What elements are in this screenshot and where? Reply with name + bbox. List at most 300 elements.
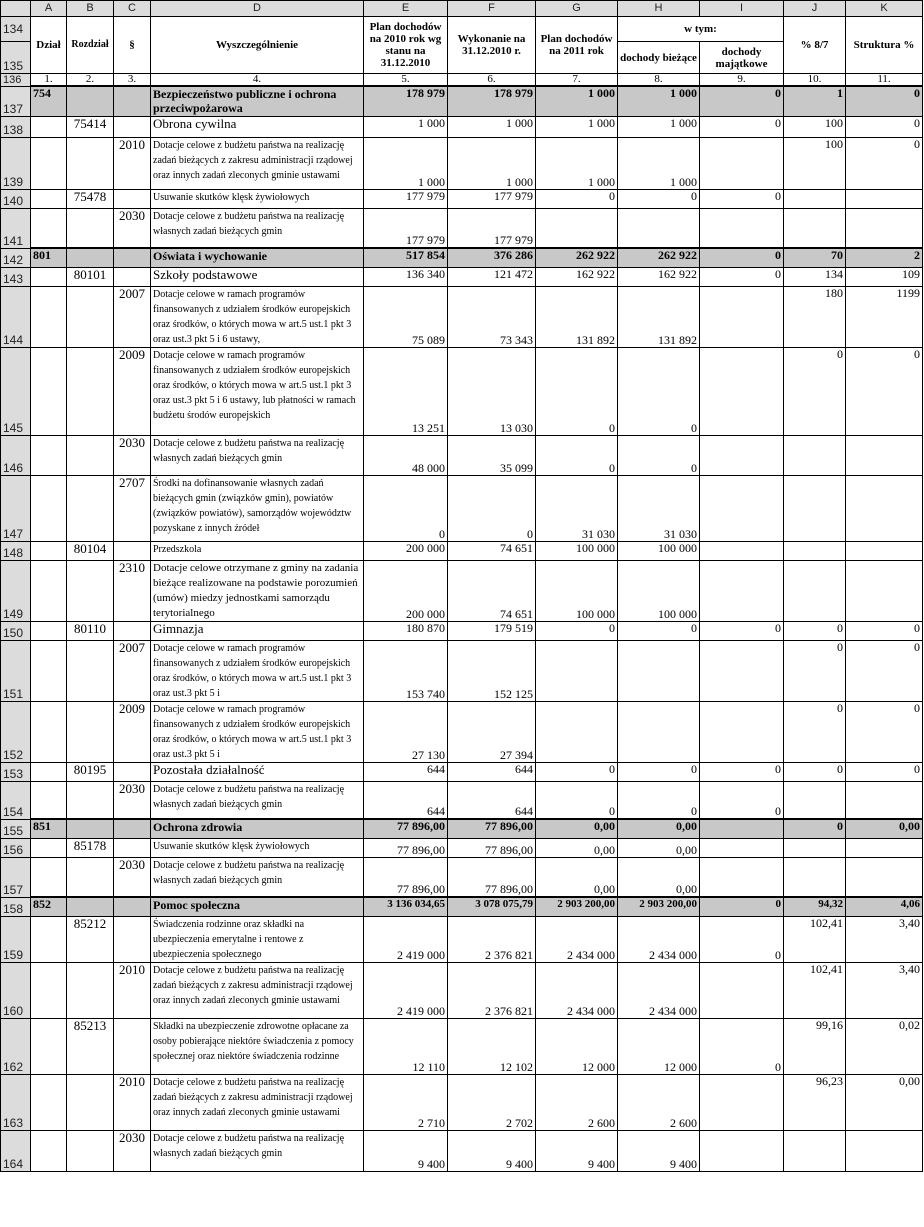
cell-dzial [31, 347, 67, 435]
cell-wyszczegolnienie: Dotacje celowe w ramach programów finansowanych z udziałem środków europejskich oraz środków, o których mowa w art.5 ust.1 pkt 3 oraz ust.3 pkt 5 i [151, 640, 364, 701]
cell-i [700, 435, 784, 475]
cell-h: 0,00 [618, 857, 700, 897]
cell-g: 0,00 [536, 819, 618, 838]
row-number[interactable]: 137 [1, 86, 31, 116]
row-number[interactable]: 147 [1, 475, 31, 541]
cell-j [784, 781, 846, 819]
cell-rozdzial: 75478 [67, 189, 114, 208]
cell-k: 0,02 [846, 1018, 923, 1074]
table-row [1, 1074, 923, 1130]
cell-dzial [31, 1018, 67, 1074]
table-row [1, 208, 923, 248]
cell-h: 0 [618, 781, 700, 819]
cell-wyszczegolnienie: Szkoły podstawowe [151, 267, 364, 286]
cell-g: 31 030 [536, 475, 618, 541]
cell-i: 0 [700, 189, 784, 208]
cell-f: 2 376 821 [448, 916, 536, 962]
cell-paragraf: 2030 [114, 781, 151, 819]
cell-dzial [31, 137, 67, 189]
cell-dzial [31, 962, 67, 1018]
table-row [1, 916, 923, 962]
cell-h: 2 434 000 [618, 962, 700, 1018]
cell-paragraf [114, 86, 151, 116]
row-number[interactable]: 146 [1, 435, 31, 475]
column-header-j[interactable]: J [784, 1, 846, 17]
cell-g: 162 922 [536, 267, 618, 286]
cell-j: 0 [784, 762, 846, 781]
cell-dzial: 852 [31, 897, 67, 916]
cell-paragraf: 2030 [114, 208, 151, 248]
column-header-g[interactable]: G [536, 1, 618, 17]
cell-k [846, 189, 923, 208]
row-number[interactable]: 145 [1, 347, 31, 435]
cell-i: 0 [700, 897, 784, 916]
cell-dzial [31, 1130, 67, 1171]
cell-paragraf [114, 267, 151, 286]
cell-e: 136 340 [364, 267, 448, 286]
cell-dzial [31, 560, 67, 621]
cell-k: 0 [846, 621, 923, 640]
cell-wyszczegolnienie: Dotacje celowe z budżetu państwa na realizację własnych zadań bieżących gmin [151, 1130, 364, 1171]
cell-f: 1 000 [448, 116, 536, 137]
row-number[interactable]: 143 [1, 267, 31, 286]
row-number[interactable]: 149 [1, 560, 31, 621]
column-letters [1, 1, 923, 17]
cell-j: 1 [784, 86, 846, 116]
cell-wyszczegolnienie: Środki na dofinansowanie własnych zadań bieżących gmin (związków gmin), powiatów (związków powiatów), samorządów województw pozyskane z innych źródeł [151, 475, 364, 541]
cell-rozdzial [67, 962, 114, 1018]
cell-wyszczegolnienie: Pomoc społeczna [151, 897, 364, 916]
cell-j: 99,16 [784, 1018, 846, 1074]
cell-j [784, 838, 846, 857]
cell-dzial [31, 640, 67, 701]
cell-paragraf: 2030 [114, 435, 151, 475]
cell-wyszczegolnienie: Ochrona zdrowia [151, 819, 364, 838]
header-biezace: dochody bieżące [618, 42, 700, 74]
cell-e: 177 979 [364, 189, 448, 208]
index-cell: 8. [618, 74, 700, 87]
cell-f: 9 400 [448, 1130, 536, 1171]
cell-i: 0 [700, 781, 784, 819]
cell-f: 177 979 [448, 189, 536, 208]
cell-k: 3,40 [846, 962, 923, 1018]
cell-rozdzial [67, 86, 114, 116]
cell-f: 178 979 [448, 86, 536, 116]
table-row [1, 475, 923, 541]
cell-k [846, 1130, 923, 1171]
table-row [1, 541, 923, 560]
row-number[interactable]: 144 [1, 286, 31, 347]
cell-e: 517 854 [364, 248, 448, 267]
cell-dzial [31, 916, 67, 962]
cell-e: 12 110 [364, 1018, 448, 1074]
header-majatkowe: dochody majątkowe [700, 42, 784, 74]
cell-g: 262 922 [536, 248, 618, 267]
row-number[interactable]: 160 [1, 962, 31, 1018]
table-row [1, 701, 923, 762]
row-number[interactable]: 156 [1, 838, 31, 857]
cell-dzial [31, 116, 67, 137]
cell-paragraf [114, 621, 151, 640]
cell-f: 13 030 [448, 347, 536, 435]
cell-wyszczegolnienie: Usuwanie skutków klęsk żywiołowych [151, 189, 364, 208]
cell-g: 0 [536, 621, 618, 640]
cell-e: 77 896,00 [364, 819, 448, 838]
cell-g: 0 [536, 781, 618, 819]
cell-wyszczegolnienie: Usuwanie skutków klęsk żywiołowych [151, 838, 364, 857]
cell-k: 2 [846, 248, 923, 267]
cell-paragraf: 2030 [114, 857, 151, 897]
row-number[interactable]: 159 [1, 916, 31, 962]
cell-wyszczegolnienie: Dotacje celowe z budżetu państwa na realizację własnych zadań bieżących gmin [151, 781, 364, 819]
column-header-h[interactable]: H [618, 1, 700, 17]
cell-e: 0 [364, 475, 448, 541]
cell-wyszczegolnienie: Dotacje celowe w ramach programów finansowanych z udziałem środków europejskich oraz środków, o których mowa w art.5 ust.1 pkt 3 oraz ust.3 pkt 5 i [151, 701, 364, 762]
cell-e: 48 000 [364, 435, 448, 475]
row-number[interactable]: 140 [1, 189, 31, 208]
cell-wyszczegolnienie: Dotacje celowe w ramach programów finansowanych z udziałem środków europejskich oraz środków, o których mowa w art.5 ust.1 pkt 3 oraz ust.3 pkt 5 i 6 ustawy, lub płatności w ramach budżetu środów europejskich [151, 347, 364, 435]
cell-paragraf [114, 819, 151, 838]
cell-paragraf: 2009 [114, 701, 151, 762]
cell-f: 77 896,00 [448, 819, 536, 838]
cell-i [700, 137, 784, 189]
column-header-i[interactable]: I [700, 1, 784, 17]
table-row [1, 248, 923, 267]
cell-h: 262 922 [618, 248, 700, 267]
row-number[interactable]: 138 [1, 116, 31, 137]
index-cell: 11. [846, 74, 923, 87]
table-row [1, 1130, 923, 1171]
cell-f: 177 979 [448, 208, 536, 248]
cell-f: 35 099 [448, 435, 536, 475]
cell-e: 2 419 000 [364, 916, 448, 962]
cell-j: 180 [784, 286, 846, 347]
cell-rozdzial: 85213 [67, 1018, 114, 1074]
cell-g: 12 000 [536, 1018, 618, 1074]
row-number[interactable]: 153 [1, 762, 31, 781]
index-cell: 6. [448, 74, 536, 87]
cell-rozdzial [67, 347, 114, 435]
cell-k: 0,00 [846, 819, 923, 838]
cell-k: 1199 [846, 286, 923, 347]
cell-rozdzial [67, 248, 114, 267]
cell-j [784, 857, 846, 897]
table-row [1, 435, 923, 475]
cell-j: 0 [784, 640, 846, 701]
cell-e: 77 896,00 [364, 857, 448, 897]
cell-wyszczegolnienie: Dotacje celowe z budżetu państwa na realizację własnych zadań bieżących gmin [151, 435, 364, 475]
cell-f: 74 651 [448, 541, 536, 560]
header-plan-2011: Plan dochodów na 2011 rok [536, 17, 618, 74]
table-row [1, 838, 923, 857]
cell-g: 0 [536, 762, 618, 781]
cell-i [700, 857, 784, 897]
cell-rozdzial [67, 1130, 114, 1171]
cell-e: 644 [364, 762, 448, 781]
cell-g: 2 600 [536, 1074, 618, 1130]
cell-rozdzial [67, 640, 114, 701]
header-struktura: Struktura % [846, 17, 923, 74]
cell-wyszczegolnienie: Dotacje celowe z budżetu państwa na realizację zadań bieżących z zakresu administracji rządowej oraz innych zadań zleconych gminie ustawami [151, 137, 364, 189]
cell-i: 0 [700, 762, 784, 781]
cell-k: 0 [846, 86, 923, 116]
cell-f: 2 702 [448, 1074, 536, 1130]
cell-paragraf [114, 1018, 151, 1074]
cell-wyszczegolnienie: Dotacje celowe z budżetu państwa na realizację zadań bieżących z zakresu administracji rządowej oraz innych zadań zleconych gminie ustawami [151, 1074, 364, 1130]
cell-j: 0 [784, 701, 846, 762]
cell-wyszczegolnienie: Przedszkola [151, 541, 364, 560]
cell-j [784, 435, 846, 475]
row-number[interactable]: 141 [1, 208, 31, 248]
column-header-f[interactable]: F [448, 1, 536, 17]
cell-e: 1 000 [364, 137, 448, 189]
cell-rozdzial: 80195 [67, 762, 114, 781]
cell-paragraf [114, 116, 151, 137]
cell-h: 2 600 [618, 1074, 700, 1130]
header-dzial: Dział [31, 17, 67, 74]
row-number[interactable]: 164 [1, 1130, 31, 1171]
cell-h: 0 [618, 189, 700, 208]
column-header-k[interactable]: K [846, 1, 923, 17]
index-cell: 3. [114, 74, 151, 87]
cell-rozdzial: 80110 [67, 621, 114, 640]
cell-e: 75 089 [364, 286, 448, 347]
cell-h: 12 000 [618, 1018, 700, 1074]
cell-j: 96,23 [784, 1074, 846, 1130]
cell-rozdzial: 85212 [67, 916, 114, 962]
row-number[interactable]: 150 [1, 621, 31, 640]
cell-j [784, 560, 846, 621]
cell-i [700, 640, 784, 701]
cell-j: 100 [784, 137, 846, 189]
corner-cell[interactable] [1, 1, 31, 17]
cell-dzial [31, 838, 67, 857]
cell-wyszczegolnienie: Dotacje celowe otrzymane z gminy na zadania bieżące realizowane na podstawie porozumień (umów) miedzy jednostkami samorządu terytorialnego [151, 560, 364, 621]
cell-i: 0 [700, 1018, 784, 1074]
cell-k [846, 857, 923, 897]
cell-dzial [31, 267, 67, 286]
cell-f: 12 102 [448, 1018, 536, 1074]
cell-paragraf: 2007 [114, 286, 151, 347]
cell-h: 2 903 200,00 [618, 897, 700, 916]
cell-g: 131 892 [536, 286, 618, 347]
cell-f: 1 000 [448, 137, 536, 189]
cell-g: 9 400 [536, 1130, 618, 1171]
cell-h: 1 000 [618, 137, 700, 189]
cell-i [700, 838, 784, 857]
cell-h: 162 922 [618, 267, 700, 286]
table-row [1, 86, 923, 116]
index-cell: 9. [700, 74, 784, 87]
cell-k: 0 [846, 762, 923, 781]
cell-rozdzial [67, 897, 114, 916]
cell-h: 2 434 000 [618, 916, 700, 962]
cell-e: 13 251 [364, 347, 448, 435]
cell-g: 2 434 000 [536, 962, 618, 1018]
row-number[interactable]: 139 [1, 137, 31, 189]
row-number[interactable]: 136 [1, 74, 31, 87]
cell-h: 1 000 [618, 86, 700, 116]
cell-g [536, 701, 618, 762]
cell-i [700, 701, 784, 762]
cell-f: 3 078 075,79 [448, 897, 536, 916]
cell-wyszczegolnienie: Świadczenia rodzinne oraz składki na ubezpieczenia emerytalne i rentowe z ubezpieczenia społecznego [151, 916, 364, 962]
cell-paragraf: 2010 [114, 137, 151, 189]
cell-dzial [31, 286, 67, 347]
cell-rozdzial [67, 701, 114, 762]
cell-i [700, 347, 784, 435]
column-header-d[interactable]: D [151, 1, 364, 17]
column-header-e[interactable]: E [364, 1, 448, 17]
cell-j: 94,32 [784, 897, 846, 916]
cell-k [846, 208, 923, 248]
row-number[interactable]: 155 [1, 819, 31, 838]
cell-j: 102,41 [784, 916, 846, 962]
column-header-c[interactable]: C [114, 1, 151, 17]
cell-e: 27 130 [364, 701, 448, 762]
cell-h: 31 030 [618, 475, 700, 541]
index-cell: 4. [151, 74, 364, 87]
cell-f: 152 125 [448, 640, 536, 701]
header-row-top [1, 17, 923, 42]
cell-wyszczegolnienie: Dotacje celowe z budżetu państwa na realizację własnych zadań bieżących gmin [151, 857, 364, 897]
cell-e: 2 419 000 [364, 962, 448, 1018]
cell-paragraf: 2310 [114, 560, 151, 621]
cell-f: 74 651 [448, 560, 536, 621]
cell-g: 1 000 [536, 86, 618, 116]
column-header-b[interactable]: B [67, 1, 114, 17]
row-number[interactable]: 163 [1, 1074, 31, 1130]
cell-j: 0 [784, 621, 846, 640]
cell-g: 100 000 [536, 560, 618, 621]
cell-j: 102,41 [784, 962, 846, 1018]
header-wykonanie-2010: Wykonanie na 31.12.2010 r. [448, 17, 536, 74]
cell-j: 0 [784, 347, 846, 435]
cell-e: 644 [364, 781, 448, 819]
cell-h [618, 701, 700, 762]
cell-f: 0 [448, 475, 536, 541]
cell-rozdzial: 85178 [67, 838, 114, 857]
cell-i [700, 819, 784, 838]
cell-g: 0 [536, 347, 618, 435]
row-number[interactable]: 154 [1, 781, 31, 819]
cell-g [536, 640, 618, 701]
cell-h: 0 [618, 762, 700, 781]
cell-f: 2 376 821 [448, 962, 536, 1018]
cell-e: 1 000 [364, 116, 448, 137]
cell-paragraf: 2010 [114, 962, 151, 1018]
cell-e: 9 400 [364, 1130, 448, 1171]
cell-paragraf: 2010 [114, 1074, 151, 1130]
cell-rozdzial [67, 781, 114, 819]
cell-k [846, 541, 923, 560]
row-number[interactable]: 134 [1, 17, 31, 42]
cell-dzial [31, 762, 67, 781]
cell-k: 109 [846, 267, 923, 286]
cell-e: 178 979 [364, 86, 448, 116]
cell-f: 77 896,00 [448, 838, 536, 857]
cell-i: 0 [700, 248, 784, 267]
index-cell: 1. [31, 74, 67, 87]
cell-k [846, 838, 923, 857]
index-cell: 2. [67, 74, 114, 87]
cell-k [846, 560, 923, 621]
cell-h: 0 [618, 347, 700, 435]
column-header-a[interactable]: A [31, 1, 67, 17]
table-row [1, 897, 923, 916]
cell-dzial [31, 208, 67, 248]
cell-wyszczegolnienie: Pozostała działalność [151, 762, 364, 781]
row-number[interactable]: 151 [1, 640, 31, 701]
table-row [1, 762, 923, 781]
cell-g: 2 903 200,00 [536, 897, 618, 916]
table-row [1, 116, 923, 137]
cell-rozdzial [67, 819, 114, 838]
cell-dzial: 801 [31, 248, 67, 267]
row-number[interactable]: 135 [1, 42, 31, 74]
cell-dzial [31, 781, 67, 819]
cell-g: 100 000 [536, 541, 618, 560]
data-rows [1, 86, 923, 1171]
header-paragraf: § [114, 17, 151, 74]
cell-h: 131 892 [618, 286, 700, 347]
row-number[interactable]: 157 [1, 857, 31, 897]
cell-f: 121 472 [448, 267, 536, 286]
cell-i: 0 [700, 267, 784, 286]
row-number[interactable]: 152 [1, 701, 31, 762]
cell-paragraf [114, 541, 151, 560]
cell-j: 70 [784, 248, 846, 267]
table-row [1, 347, 923, 435]
cell-k: 0 [846, 116, 923, 137]
cell-i: 0 [700, 916, 784, 962]
cell-g: 0 [536, 189, 618, 208]
cell-dzial [31, 701, 67, 762]
cell-paragraf [114, 762, 151, 781]
cell-e: 2 710 [364, 1074, 448, 1130]
cell-f: 77 896,00 [448, 857, 536, 897]
cell-j [784, 541, 846, 560]
row-number[interactable]: 148 [1, 541, 31, 560]
cell-paragraf: 2007 [114, 640, 151, 701]
cell-f: 376 286 [448, 248, 536, 267]
cell-wyszczegolnienie: Obrona cywilna [151, 116, 364, 137]
row-number[interactable]: 162 [1, 1018, 31, 1074]
cell-k: 0 [846, 137, 923, 189]
cell-paragraf: 2009 [114, 347, 151, 435]
cell-g: 1 000 [536, 137, 618, 189]
cell-h [618, 640, 700, 701]
cell-dzial: 851 [31, 819, 67, 838]
cell-i: 0 [700, 621, 784, 640]
row-number[interactable]: 142 [1, 248, 31, 267]
cell-rozdzial [67, 208, 114, 248]
cell-paragraf: 2030 [114, 1130, 151, 1171]
table-row [1, 286, 923, 347]
cell-rozdzial [67, 1074, 114, 1130]
cell-h [618, 208, 700, 248]
cell-i [700, 208, 784, 248]
cell-rozdzial [67, 560, 114, 621]
cell-j [784, 1130, 846, 1171]
table-row [1, 962, 923, 1018]
cell-i [700, 541, 784, 560]
cell-rozdzial [67, 137, 114, 189]
cell-g: 0 [536, 435, 618, 475]
row-number[interactable]: 158 [1, 897, 31, 916]
cell-rozdzial [67, 475, 114, 541]
cell-paragraf: 2707 [114, 475, 151, 541]
